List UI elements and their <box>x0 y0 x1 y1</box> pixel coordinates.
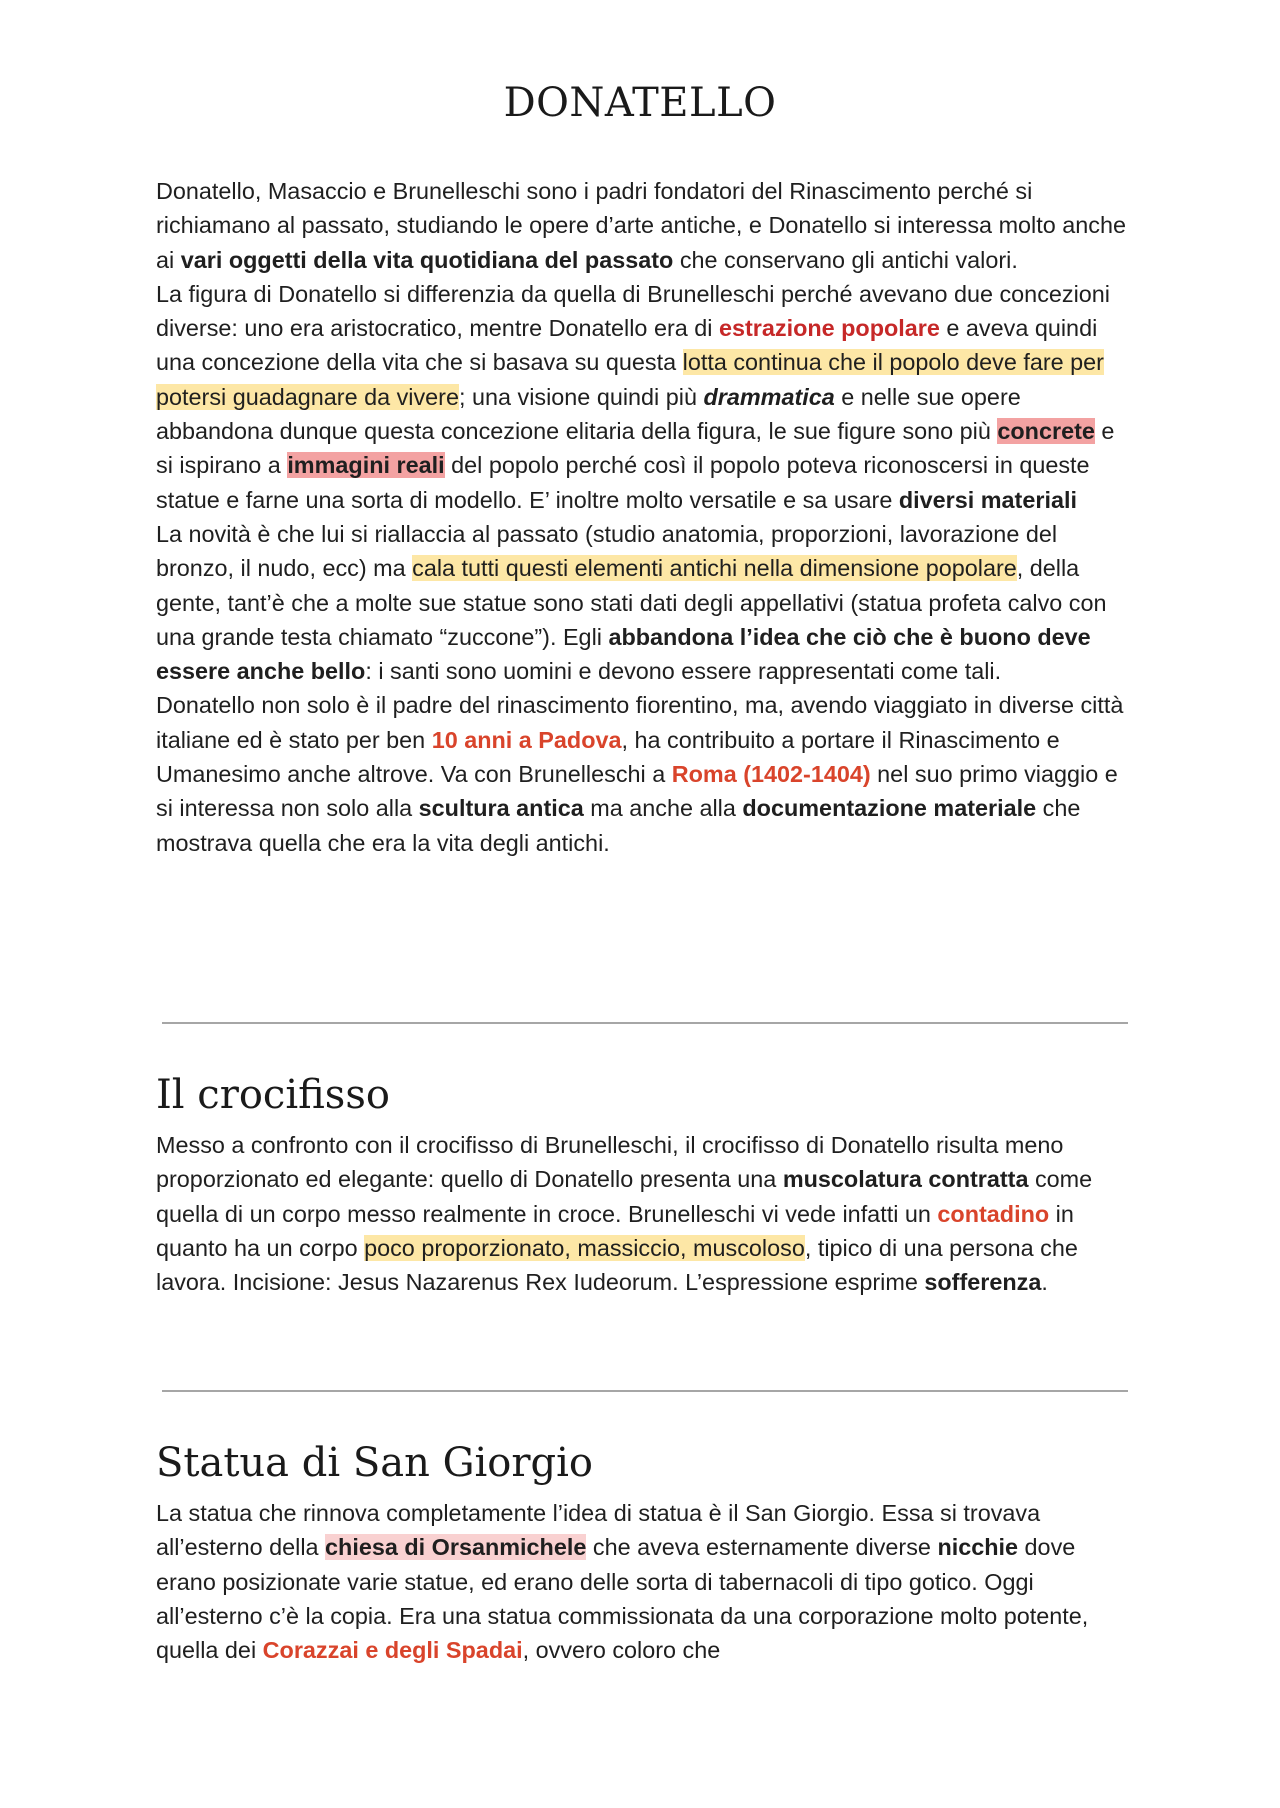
text-run-hl-r: immagini reali <box>287 452 445 479</box>
intro-paragraph-3 <box>156 517 1136 688</box>
intro-section <box>156 174 1136 860</box>
text-run: che mostrava quella che era la vita degli antichi. <box>156 795 1081 856</box>
text-run: La figura di Donatello si differenzia da quella di Brunelleschi perché avevano due concezioni diverse: uno era aristocratico, mentre Donatello era di <box>156 280 1111 342</box>
text-run-hl-p: chiesa di Orsanmichele <box>325 1534 587 1561</box>
text-run-orange: Corazzai e degli Spadai <box>262 1637 523 1664</box>
text-run: Donatello non solo è il padre del rinascimento fiorentino, ma, avendo viaggiato in diverse città italiane ed è stato per ben <box>156 692 1124 753</box>
san-giorgio-paragraph <box>156 1496 1136 1667</box>
text-run: ma anche alla <box>583 795 743 822</box>
section-divider <box>162 1022 1128 1024</box>
text-run: che conservano gli antichi valori. <box>673 246 1018 273</box>
crocifisso-paragraph <box>156 1128 1136 1299</box>
crocifisso-section <box>156 1128 1136 1299</box>
text-run: dove erano posizionate varie statue, ed erano delle sorta di tabernacoli di tipo gotico. Oggi all’esterno c’è la copia. Era una statua commissionata da una corporazione molto potente, quella dei <box>156 1534 1089 1664</box>
text-run: , ovvero coloro che <box>522 1637 721 1664</box>
text-run: La statua che rinnova completamente l’idea di statua è il San Giorgio. Essa si trovava all’esterno della <box>156 1500 1041 1561</box>
intro-paragraph-1 <box>156 174 1136 277</box>
text-run-b: diversi materiali <box>898 486 1077 513</box>
text-run-hl-y: lotta continua che il popolo deve fare per potersi guadagnare da vivere <box>156 349 1104 410</box>
text-run: Donatello, Masaccio e Brunelleschi sono i padri fondatori del Rinascimento perché si richiamano al passato, studiando le opere d’arte antiche, e Donatello si interessa molto anche ai <box>156 178 1126 273</box>
text-run-b: muscolatura contratta <box>782 1166 1029 1193</box>
text-run-b: sofferenza <box>924 1269 1042 1296</box>
text-run: , tipico di una persona che lavora. Incisione: Jesus Nazarenus Rex Iudeorum. L’espressione esprime <box>156 1234 1078 1296</box>
text-run-hl-y: poco proporzionato, massiccio, muscoloso <box>364 1234 805 1261</box>
text-run: e aveva quindi una concezione della vita che si basava su questa <box>156 315 1098 376</box>
text-run-b: vari oggetti della vita quotidiana del passato <box>180 246 674 273</box>
text-run: Messo a confronto con il crocifisso di Brunelleschi, il crocifisso di Donatello risulta meno proporzionato ed elegante: quello di Donatello presenta una <box>156 1132 1064 1193</box>
text-run-red: estrazione popolare <box>718 315 940 342</box>
text-run: e si ispirano a <box>156 418 1115 479</box>
text-run: ; una visione quindi più <box>458 383 704 410</box>
document-title: DONATELLO <box>503 80 777 126</box>
text-run: che aveva esternamente diverse <box>586 1534 938 1561</box>
text-run-b: scultura antica <box>418 795 584 822</box>
text-run-bi: drammatica <box>703 383 835 410</box>
text-run: come quella di un corpo messo realmente in croce. Brunelleschi vi vede infatti un <box>156 1166 1093 1227</box>
san-giorgio-section <box>156 1496 1136 1667</box>
text-run-b: abbandona l’idea che ciò che è buono deve essere anche bello <box>156 623 1091 685</box>
text-run-hl-r: concrete <box>997 418 1095 445</box>
intro-paragraph-4 <box>156 688 1136 859</box>
text-run: in quanto ha un corpo <box>156 1200 1074 1261</box>
heading-crocifisso: Il crocifisso <box>156 1072 390 1118</box>
text-run-b: nicchie <box>937 1534 1019 1561</box>
text-run: del popolo perché così il popolo poteva riconoscersi in queste statue e farne una sorta di modello. E’ inoltre molto versatile e sa usare <box>156 452 1090 513</box>
text-run-orange: Roma (1402-1404) <box>671 761 871 788</box>
intro-paragraph-2 <box>156 277 1136 517</box>
text-run-orange: 10 anni a Padova <box>431 726 622 753</box>
text-run: , ha contribuito a portare il Rinascimento e Umanesimo anche altrove. Va con Brunelleschi a <box>156 726 1060 788</box>
text-run: , della gente, tant’è che a molte sue statue sono stati dati degli appellativi (statua profeta calvo con una grande testa chiamato “zuccone”). Egli <box>156 555 1107 650</box>
text-run: nel suo primo viaggio e si interessa non solo alla <box>156 761 1118 822</box>
heading-san-giorgio: Statua di San Giorgio <box>156 1440 593 1486</box>
text-run-hl-y: cala tutti questi elementi antichi nella dimensione popolare <box>412 555 1017 582</box>
text-run: : i santi sono uomini e devono essere rappresentati come tali. <box>365 658 1002 685</box>
text-run: La novità è che lui si riallaccia al passato (studio anatomia, proporzioni, lavorazione del bronzo, il nudo, ecc) ma <box>156 520 1058 582</box>
text-run-orange: contadino <box>937 1200 1050 1227</box>
text-run: . <box>1041 1269 1048 1296</box>
section-divider <box>162 1390 1128 1392</box>
text-run-b: documentazione materiale <box>742 795 1037 822</box>
text-run: e nelle sue opere abbandona dunque questa concezione elitaria della figura, le sue figure sono più <box>156 383 1021 445</box>
